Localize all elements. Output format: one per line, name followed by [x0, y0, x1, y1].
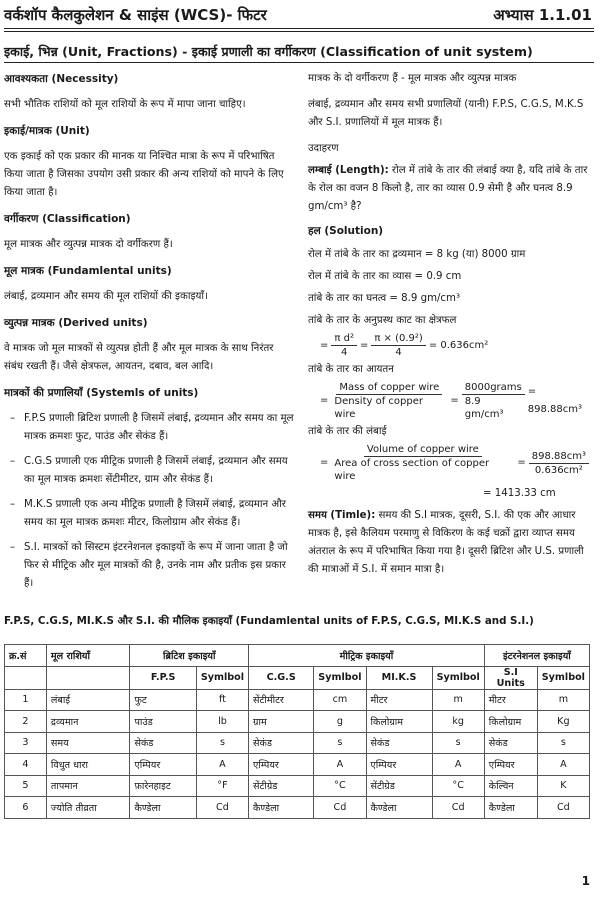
time-label: समय (Timle): — [308, 510, 376, 521]
cell-mks: सेकंड — [366, 732, 432, 754]
cell-cgs-symbol: cm — [314, 689, 366, 711]
eq2-num1: Mass of copper wire — [336, 381, 442, 395]
col-sn: क्र.सं — [5, 645, 47, 667]
cell-quantity: ज्योति तीव्रता — [46, 797, 130, 819]
necessity-text: सभी भौतिक राशियों को मूल राशियों के रूप में मापा जाना चाहिए। — [4, 99, 246, 110]
sub-si: S.I Units — [484, 666, 537, 689]
solution-volume-label: तांबे के तार का आयतन — [308, 364, 394, 375]
eq1-num2: π × (0.9²) — [371, 332, 425, 346]
classification-text: मूल मात्रक और व्युत्पन्न मात्रक दो वर्गीकरण हैं। — [4, 239, 173, 250]
eq2-result: = 898.88cm³ — [527, 386, 582, 415]
unit-text: एक इकाई को एक प्रकार की मानक या निश्चित मात्रा के रूप में परिभाषित किया जाता है जिसका उपयोग उसी प्रकार की अन्य राशियों को मापने के लिए किया जाता है। — [4, 151, 284, 198]
sub-fps: F.P.S — [130, 666, 196, 689]
cell-fps-symbol: °F — [196, 775, 248, 797]
cell-si: केल्विन — [484, 775, 537, 797]
header-left: वर्कशॉप कैलकुलेशन & साइंस (WCS)- फिटर — [4, 6, 267, 24]
cell-quantity: द्रव्यमान — [46, 711, 130, 733]
cell-sn: 4 — [5, 754, 47, 776]
cell-quantity: लंबाई — [46, 689, 130, 711]
volume-equation: = $\frac{\text{Mass of copper wire}}{\text{Density of copper wire}}$ = $\frac{\text{8000grams}}{\text{8.9 gm/cm³}}$ = 898.88cm³ — [320, 381, 592, 421]
systems-heading: मात्रकों की प्रणालियाँ (Systemls of units) — [4, 387, 199, 399]
eq3-num2: 898.88cm³ — [529, 450, 589, 464]
length-problem — [308, 162, 592, 216]
right-column — [308, 70, 592, 579]
eq1-den1: 4 — [340, 347, 348, 358]
eq3-den1: Area of cross section of copper wire — [334, 458, 490, 482]
table-row — [5, 732, 590, 754]
cell-cgs-symbol: g — [314, 711, 366, 733]
cell-mks-symbol: kg — [432, 711, 484, 733]
time-text: समय की S.I मात्रक, दूसरी, S.I. की एक और आधार मात्रक है, इसे कैलियम परमाणु से विकिरण के कई चक्रों द्वारा व्याप्त समय अंतराल के रूप में परिभाषित किया गया है। दूसरी ब्रिटिश और U.S. प्रणाली की मात्राओं में S.I. में समान मात्रा है। — [308, 510, 584, 575]
cell-si-symbol: K — [537, 775, 589, 797]
cell-fps-symbol: Cd — [196, 797, 248, 819]
cell-cgs: सेंटीग्रेड — [249, 775, 314, 797]
cell-fps: कैण्डेला — [130, 797, 196, 819]
cell-cgs: सेंटीमीटर — [249, 689, 314, 711]
cell-cgs-symbol: °C — [314, 775, 366, 797]
table-caption: F.P.S, C.G.S, MI.K.S और S.I. की मौलिक इकाइयाँ (Fundamlental units of F.P.S, C.G.S, MI.K.S and S.I.) — [4, 615, 534, 627]
list-item: – C.G.S प्रणाली एक मीट्रिक प्रणाली है जिसमें लंबाई, द्रव्यमान और समय का मूल मात्रक क्रमशः सेंटीमीटर, ग्राम और सेकंड हैं। — [4, 453, 294, 489]
page-number: 1 — [581, 874, 590, 888]
sub-symbol: Symlbol — [196, 666, 248, 689]
cell-mks: सेंटीग्रेड — [366, 775, 432, 797]
fundamental-text: लंबाई, द्रव्यमान और समय की मूल राशियों की इकाइयाँ। — [4, 291, 208, 302]
eq1-result: = 0.636cm² — [428, 339, 489, 351]
cell-sn: 6 — [5, 797, 47, 819]
eq3-num1: Volume of copper wire — [364, 443, 482, 457]
eq3-result: = 1413.33 cm — [483, 488, 556, 499]
cell-cgs: ग्राम — [249, 711, 314, 733]
cell-sn: 5 — [5, 775, 47, 797]
header-rule-2 — [4, 31, 594, 32]
cell-mks-symbol: m — [432, 689, 484, 711]
eq3-den2: 0.636cm² — [534, 464, 583, 476]
cell-quantity: समय — [46, 732, 130, 754]
cell-cgs: एम्पियर — [249, 754, 314, 776]
cell-si: सेकंड — [484, 732, 537, 754]
cell-mks: एम्पियर — [366, 754, 432, 776]
systems-summary: लंबाई, द्रव्यमान और समय सभी प्रणालियों (यानी) F.P.S, C.G.S, M.K.S और S.I. प्रणालियों में मूल मात्रक हैं। — [308, 99, 584, 128]
list-item: – M.K.S प्रणाली एक अन्य मीट्रिक प्रणाली है जिसमें लंबाई, द्रव्यमान और समय का मूल मात्रक क्रमशः मीटर, किलोग्राम और सेकंड हैं। — [4, 496, 294, 532]
sub-cgs: C.G.S — [249, 666, 314, 689]
col-british: ब्रिटिश इकाइयाँ — [130, 645, 249, 667]
table-row — [5, 775, 590, 797]
cell-cgs-symbol: Cd — [314, 797, 366, 819]
length-label: लम्बाई (Length): — [308, 165, 389, 176]
eq2-den2: 8.9 gm/cm³ — [464, 396, 504, 420]
cell-cgs-symbol: s — [314, 732, 366, 754]
col-metric: मीट्रिक इकाइयाँ — [249, 645, 485, 667]
cell-fps: फ़ारेनहाइट — [130, 775, 196, 797]
fundamental-heading: मूल मात्रक (Fundamlental units) — [4, 265, 172, 277]
eq2-den1: Density of copper wire — [334, 396, 423, 420]
cell-si-symbol: m — [537, 689, 589, 711]
systems-list — [4, 410, 294, 593]
table-row — [5, 689, 590, 711]
unit-heading: इकाई/मात्रक (Unit) — [4, 125, 90, 137]
table-header-row — [5, 645, 590, 667]
cell-si: किलोग्राम — [484, 711, 537, 733]
cell-si: मीटर — [484, 689, 537, 711]
solution-area-label: तांबे के तार के अनुप्रस्थ काट का क्षेत्रफल — [308, 315, 457, 326]
list-item: – F.P.S प्रणाली ब्रिटिश प्रणाली है जिसमें लंबाई, द्रव्यमान और समय का मूल मात्रक क्रमशः फुट, पाउंड और सेकंड हैं। — [4, 410, 294, 446]
cell-si: एम्पियर — [484, 754, 537, 776]
cell-si-symbol: Kg — [537, 711, 589, 733]
header-rule — [4, 28, 594, 29]
derived-text: वे मात्रक जो मूल मात्रकों से व्युत्पन्न होती हैं और मूल मात्रक के साथ निरंतर संबंध रखती हैं। जैसे क्षेत्रफल, आयतन, दबाव, बल आदि। — [4, 343, 274, 372]
table-row — [5, 711, 590, 733]
cell-mks: कैण्डेला — [366, 797, 432, 819]
solution-diameter: रोल में तांबे के तार का व्यास = 0.9 cm — [308, 271, 462, 282]
header-right: अभ्यास 1.1.01 — [493, 6, 592, 24]
cell-fps: सेकंड — [130, 732, 196, 754]
cell-cgs: कैण्डेला — [249, 797, 314, 819]
solution-mass: रोल में तांबे के तार का द्रव्यमान = 8 kg (या) 8000 ग्राम — [308, 249, 526, 260]
cell-fps: एम्पियर — [130, 754, 196, 776]
sub-symbol: Symlbol — [314, 666, 366, 689]
cell-si-symbol: A — [537, 754, 589, 776]
table-row — [5, 797, 590, 819]
units-table — [4, 644, 590, 819]
cell-si-symbol: s — [537, 732, 589, 754]
classification-summary: मात्रक के दो वर्गीकरण हैं - मूल मात्रक और व्युत्पन्न मात्रक — [308, 73, 517, 84]
list-item: – S.I. मात्रकों को सिस्टम इंटरनेशनल इकाइयों के रूप में जाना जाता है जो फिर से मीट्रिक और मूल मात्रकों की है, उनके नाम और प्रतीक इस प्रकार हैं। — [4, 539, 294, 593]
cell-mks: मीटर — [366, 689, 432, 711]
cell-sn: 2 — [5, 711, 47, 733]
table-row — [5, 754, 590, 776]
cell-si: कैण्डेला — [484, 797, 537, 819]
title-rule — [4, 62, 594, 63]
solution-length-label: तांबे के तार की लंबाई — [308, 426, 387, 437]
cell-fps-symbol: s — [196, 732, 248, 754]
length-equation: = $\frac{\text{Volume of copper wire}}{\text{Area of cross section of copper wire}}$ = $\frac{\text{898.88cm³}}{\text{0.636cm²}}$ — [320, 443, 592, 483]
time-paragraph — [308, 507, 592, 579]
cell-sn: 3 — [5, 732, 47, 754]
cell-fps-symbol: A — [196, 754, 248, 776]
classification-heading: वर्गीकरण (Classification) — [4, 213, 131, 225]
cell-mks-symbol: s — [432, 732, 484, 754]
col-quantity: मूल राशियाँ — [46, 645, 130, 667]
left-column — [4, 70, 294, 600]
col-international: इंटरनेशनल इकाइयाँ — [484, 645, 589, 667]
solution-density: तांबे के तार का घनत्व = 8.9 gm/cm³ — [308, 293, 461, 304]
page-title: इकाई, भिन्न (Unit, Fractions) - इकाई प्रणाली का वर्गीकरण (Classification of unit system) — [4, 44, 533, 59]
cell-cgs-symbol: A — [314, 754, 366, 776]
sub-mks: MI.K.S — [366, 666, 432, 689]
solution-heading: हल (Solution) — [308, 225, 384, 237]
cell-sn: 1 — [5, 689, 47, 711]
area-equation: = $\frac{\text{π d²}}{4}$ = $\frac{\text{π × (0.9²)}}{4}$ = 0.636cm² — [320, 333, 489, 358]
cell-quantity: विधुत धारा — [46, 754, 130, 776]
sub-symbol: Symlbol — [537, 666, 589, 689]
cell-mks-symbol: A — [432, 754, 484, 776]
eq1-den2: 4 — [395, 347, 402, 358]
table-subheader-row — [5, 666, 590, 689]
cell-fps-symbol: ft — [196, 689, 248, 711]
necessity-heading: आवश्यकता (Necessity) — [4, 73, 119, 85]
cell-mks-symbol: °C — [432, 775, 484, 797]
cell-fps: फुट — [130, 689, 196, 711]
cell-quantity: तापमान — [46, 775, 130, 797]
cell-fps-symbol: lb — [196, 711, 248, 733]
cell-mks-symbol: Cd — [432, 797, 484, 819]
table-body — [5, 689, 590, 818]
cell-cgs: सेकंड — [249, 732, 314, 754]
cell-mks: किलोग्राम — [366, 711, 432, 733]
length-text: रोल में तांबे के तार की लंबाई क्या है, यदि तांबे के तार के रोल का वजन 8 किलो है, तार का व्यास 0.9 सेमी है और घनत्व 8.9 gm/cm³ है? — [308, 165, 588, 212]
cell-si-symbol: Cd — [537, 797, 589, 819]
derived-heading: व्युत्पन्न मात्रक (Derived units) — [4, 317, 148, 329]
example-label: उदाहरण — [308, 143, 339, 154]
eq1-num1: π d² — [331, 332, 357, 346]
cell-fps: पाउंड — [130, 711, 196, 733]
eq2-num2: 8000grams — [462, 381, 525, 395]
sub-symbol: Symlbol — [432, 666, 484, 689]
page-header — [4, 4, 592, 26]
